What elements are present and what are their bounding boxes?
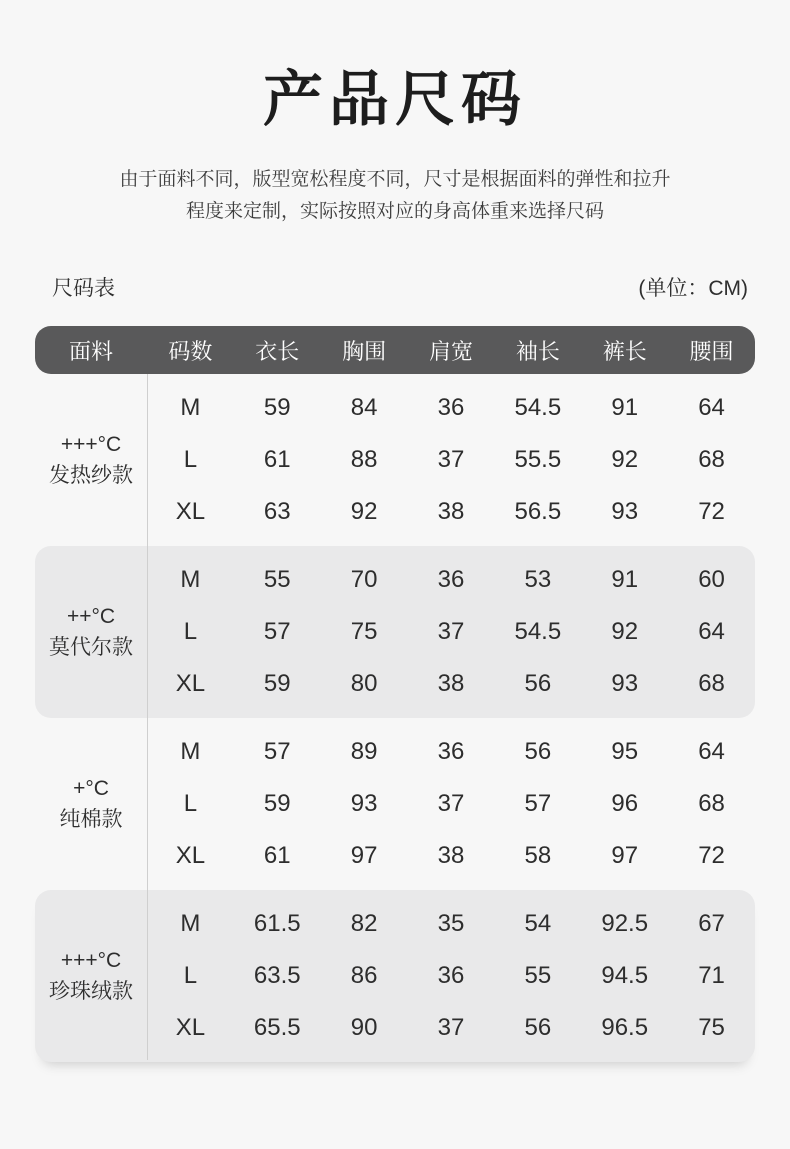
fabric-group (35, 718, 755, 890)
measure-value: 93 (350, 790, 378, 817)
measure-value: 37 (437, 790, 465, 817)
measure-value: 57 (263, 618, 291, 645)
measure-value: 68 (698, 670, 725, 697)
size-label: XL (175, 842, 206, 869)
size-label: XL (175, 498, 206, 525)
measure-value: 75 (698, 1014, 725, 1041)
subtitle-line-2: 程度来定制，实际按照对应的身高体重来选择尺码 (185, 201, 604, 222)
measure-value: 55.5 (514, 446, 562, 473)
measure-value: 37 (437, 618, 465, 645)
measure-value: 60 (698, 566, 725, 593)
fabric-label (35, 382, 147, 538)
fabric-temp: +++°C (60, 949, 122, 972)
measure-value: 36 (437, 962, 465, 989)
measure-value: 72 (698, 498, 725, 525)
measure-value: 89 (350, 738, 378, 765)
fabric-name: 莫代尔款 (49, 636, 133, 659)
measure-value: 56 (524, 670, 552, 697)
column-header: 码数 (168, 338, 213, 364)
measure-value: 55 (263, 566, 291, 593)
table-header-row (35, 326, 755, 374)
fabric-label (35, 554, 147, 710)
measure-value: 38 (437, 498, 465, 525)
size-label: L (183, 618, 198, 645)
column-header: 裤长 (602, 338, 647, 364)
measure-value: 95 (611, 738, 639, 765)
size-label: M (180, 394, 201, 421)
measure-value: 61 (263, 842, 291, 869)
measure-value: 59 (263, 790, 291, 817)
measure-value: 96 (611, 790, 639, 817)
measure-value: 91 (611, 566, 639, 593)
column-header: 肩宽 (428, 338, 473, 364)
column-header: 衣长 (255, 338, 300, 364)
size-label: XL (175, 670, 206, 697)
measure-value: 68 (698, 446, 725, 473)
measure-value: 63 (263, 498, 291, 525)
measure-value: 59 (263, 394, 291, 421)
measure-value: 70 (350, 566, 378, 593)
size-label: M (180, 738, 201, 765)
measure-value: 59 (263, 670, 291, 697)
column-divider (147, 374, 148, 1060)
measure-value: 94.5 (601, 962, 649, 989)
measure-value: 54 (524, 910, 552, 937)
measure-value: 92 (611, 618, 639, 645)
measure-value: 36 (437, 394, 465, 421)
fabric-group (35, 546, 755, 718)
table-caption: 尺码表 (52, 277, 115, 300)
column-header: 面料 (68, 338, 113, 364)
fabric-temp: +°C (73, 777, 109, 800)
unit-label: (单位：CM) (638, 277, 748, 300)
subtitle-line-1: 由于面料不同，版型宽松程度不同，尺寸是根据面料的弹性和拉升 (119, 169, 671, 190)
measure-value: 57 (524, 790, 552, 817)
size-label: L (183, 962, 198, 989)
measure-value: 64 (698, 394, 725, 421)
size-table (35, 326, 755, 1062)
measure-value: 61 (263, 446, 291, 473)
measure-value: 82 (350, 910, 378, 937)
measure-value: 68 (698, 790, 725, 817)
measure-value: 63.5 (253, 962, 301, 989)
size-label: XL (175, 1014, 206, 1041)
fabric-label (35, 726, 147, 882)
measure-value: 75 (350, 618, 378, 645)
measure-value: 91 (611, 394, 639, 421)
measure-value: 97 (350, 842, 378, 869)
fabric-name: 纯棉款 (59, 808, 123, 831)
measure-value: 96.5 (601, 1014, 649, 1041)
measure-value: 35 (437, 910, 465, 937)
measure-value: 80 (350, 670, 378, 697)
measure-value: 64 (698, 618, 725, 645)
column-header: 袖长 (515, 338, 560, 364)
page-title: 产品尺码 (263, 66, 527, 133)
measure-value: 88 (350, 446, 378, 473)
size-label: M (180, 566, 201, 593)
measure-value: 61.5 (253, 910, 301, 937)
column-header: 腰围 (689, 338, 734, 364)
measure-value: 92.5 (601, 910, 649, 937)
size-chart-page (0, 66, 790, 1062)
measure-value: 54.5 (514, 618, 562, 645)
measure-value: 53 (524, 566, 552, 593)
subtitle (0, 164, 790, 228)
measure-value: 55 (524, 962, 552, 989)
measure-value: 38 (437, 670, 465, 697)
measure-value: 36 (437, 738, 465, 765)
measure-value: 84 (350, 394, 378, 421)
measure-value: 92 (350, 498, 378, 525)
measure-value: 56 (524, 738, 552, 765)
measure-value: 90 (350, 1014, 378, 1041)
measure-value: 93 (611, 670, 639, 697)
measure-value: 54.5 (514, 394, 562, 421)
table-body (35, 374, 755, 1062)
measure-value: 86 (350, 962, 378, 989)
measure-value: 71 (698, 962, 725, 989)
measure-value: 38 (437, 842, 465, 869)
fabric-group (35, 374, 755, 546)
size-label: L (183, 790, 198, 817)
measure-value: 65.5 (253, 1014, 301, 1041)
measure-value: 92 (611, 446, 639, 473)
measure-value: 57 (263, 738, 291, 765)
measure-value: 58 (524, 842, 552, 869)
measure-value: 72 (698, 842, 725, 869)
size-label: L (183, 446, 198, 473)
fabric-group (35, 890, 755, 1062)
measure-value: 56 (524, 1014, 552, 1041)
column-header: 胸围 (342, 338, 387, 364)
measure-value: 64 (698, 738, 725, 765)
fabric-name: 发热纱款 (49, 464, 133, 487)
fabric-temp: +++°C (60, 433, 122, 456)
size-label: M (180, 910, 201, 937)
fabric-temp: ++°C (66, 605, 116, 628)
measure-value: 56.5 (514, 498, 562, 525)
fabric-name: 珍珠绒款 (49, 980, 133, 1003)
measure-value: 37 (437, 1014, 465, 1041)
measure-value: 97 (611, 842, 639, 869)
measure-value: 36 (437, 566, 465, 593)
measure-value: 93 (611, 498, 639, 525)
measure-value: 37 (437, 446, 465, 473)
measure-value: 67 (698, 910, 725, 937)
fabric-label (35, 898, 147, 1054)
table-caption-row (0, 272, 790, 302)
